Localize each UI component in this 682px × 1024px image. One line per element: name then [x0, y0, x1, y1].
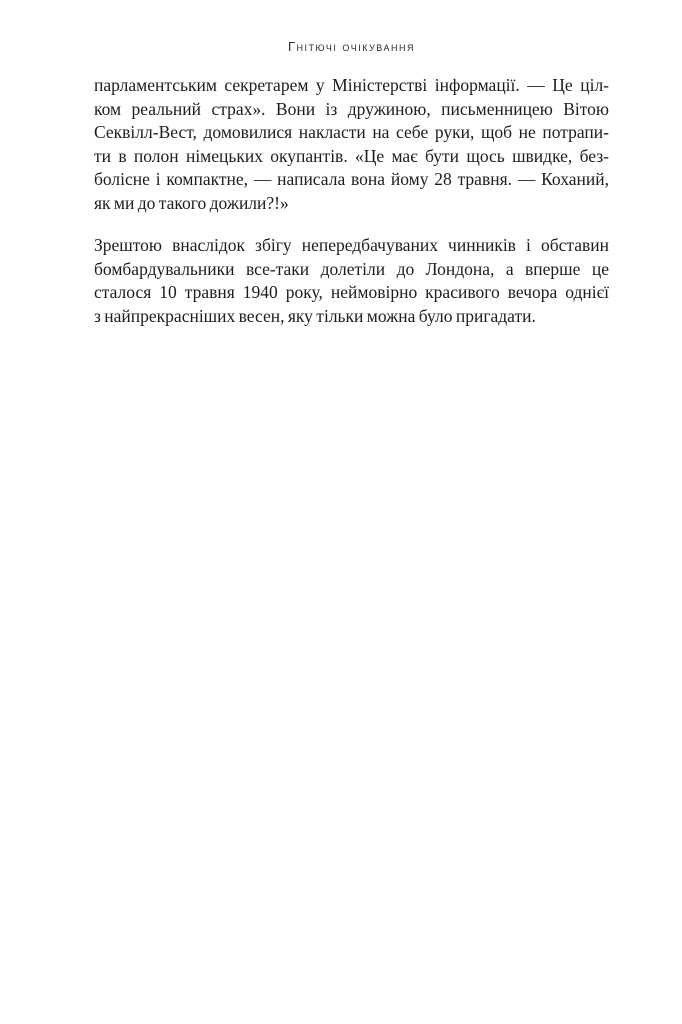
body-line: з найпрекрасніших весен, яку тільки можна було пригадати. — [94, 305, 536, 326]
body-text — [94, 74, 609, 328]
body-line: ком реальний страх». Вони із дружиною, письменницею Вітою — [94, 98, 609, 119]
paragraph-2 — [94, 234, 609, 328]
running-header: Гнітючі очікування — [287, 39, 415, 54]
body-line: Зрештою внаслідок збігу непередбачуваних чинників і обставин — [94, 235, 609, 255]
body-line: болісне і компактне, — написала вона йому 28 травня. — Коханий, — [94, 169, 609, 189]
body-line: бомбардувальники все-таки долетіли до Лондона, а вперше це — [94, 258, 609, 279]
body-line: ти в полон німецьких окупантів. «Це має бути щось швидке, без- — [94, 145, 609, 166]
paragraph-1 — [94, 74, 609, 215]
body-line: Секвілл-Вест, домовилися накласти на себе руки, щоб не потрапи- — [94, 122, 609, 142]
body-line: сталося 10 травня 1940 року, неймовірно красивого вечора однієї — [94, 282, 609, 302]
body-line: як ми до такого дожили?!» — [94, 192, 289, 213]
body-line: парламентським секретарем у Міністерстві інформації. — Це ціл- — [94, 75, 609, 95]
